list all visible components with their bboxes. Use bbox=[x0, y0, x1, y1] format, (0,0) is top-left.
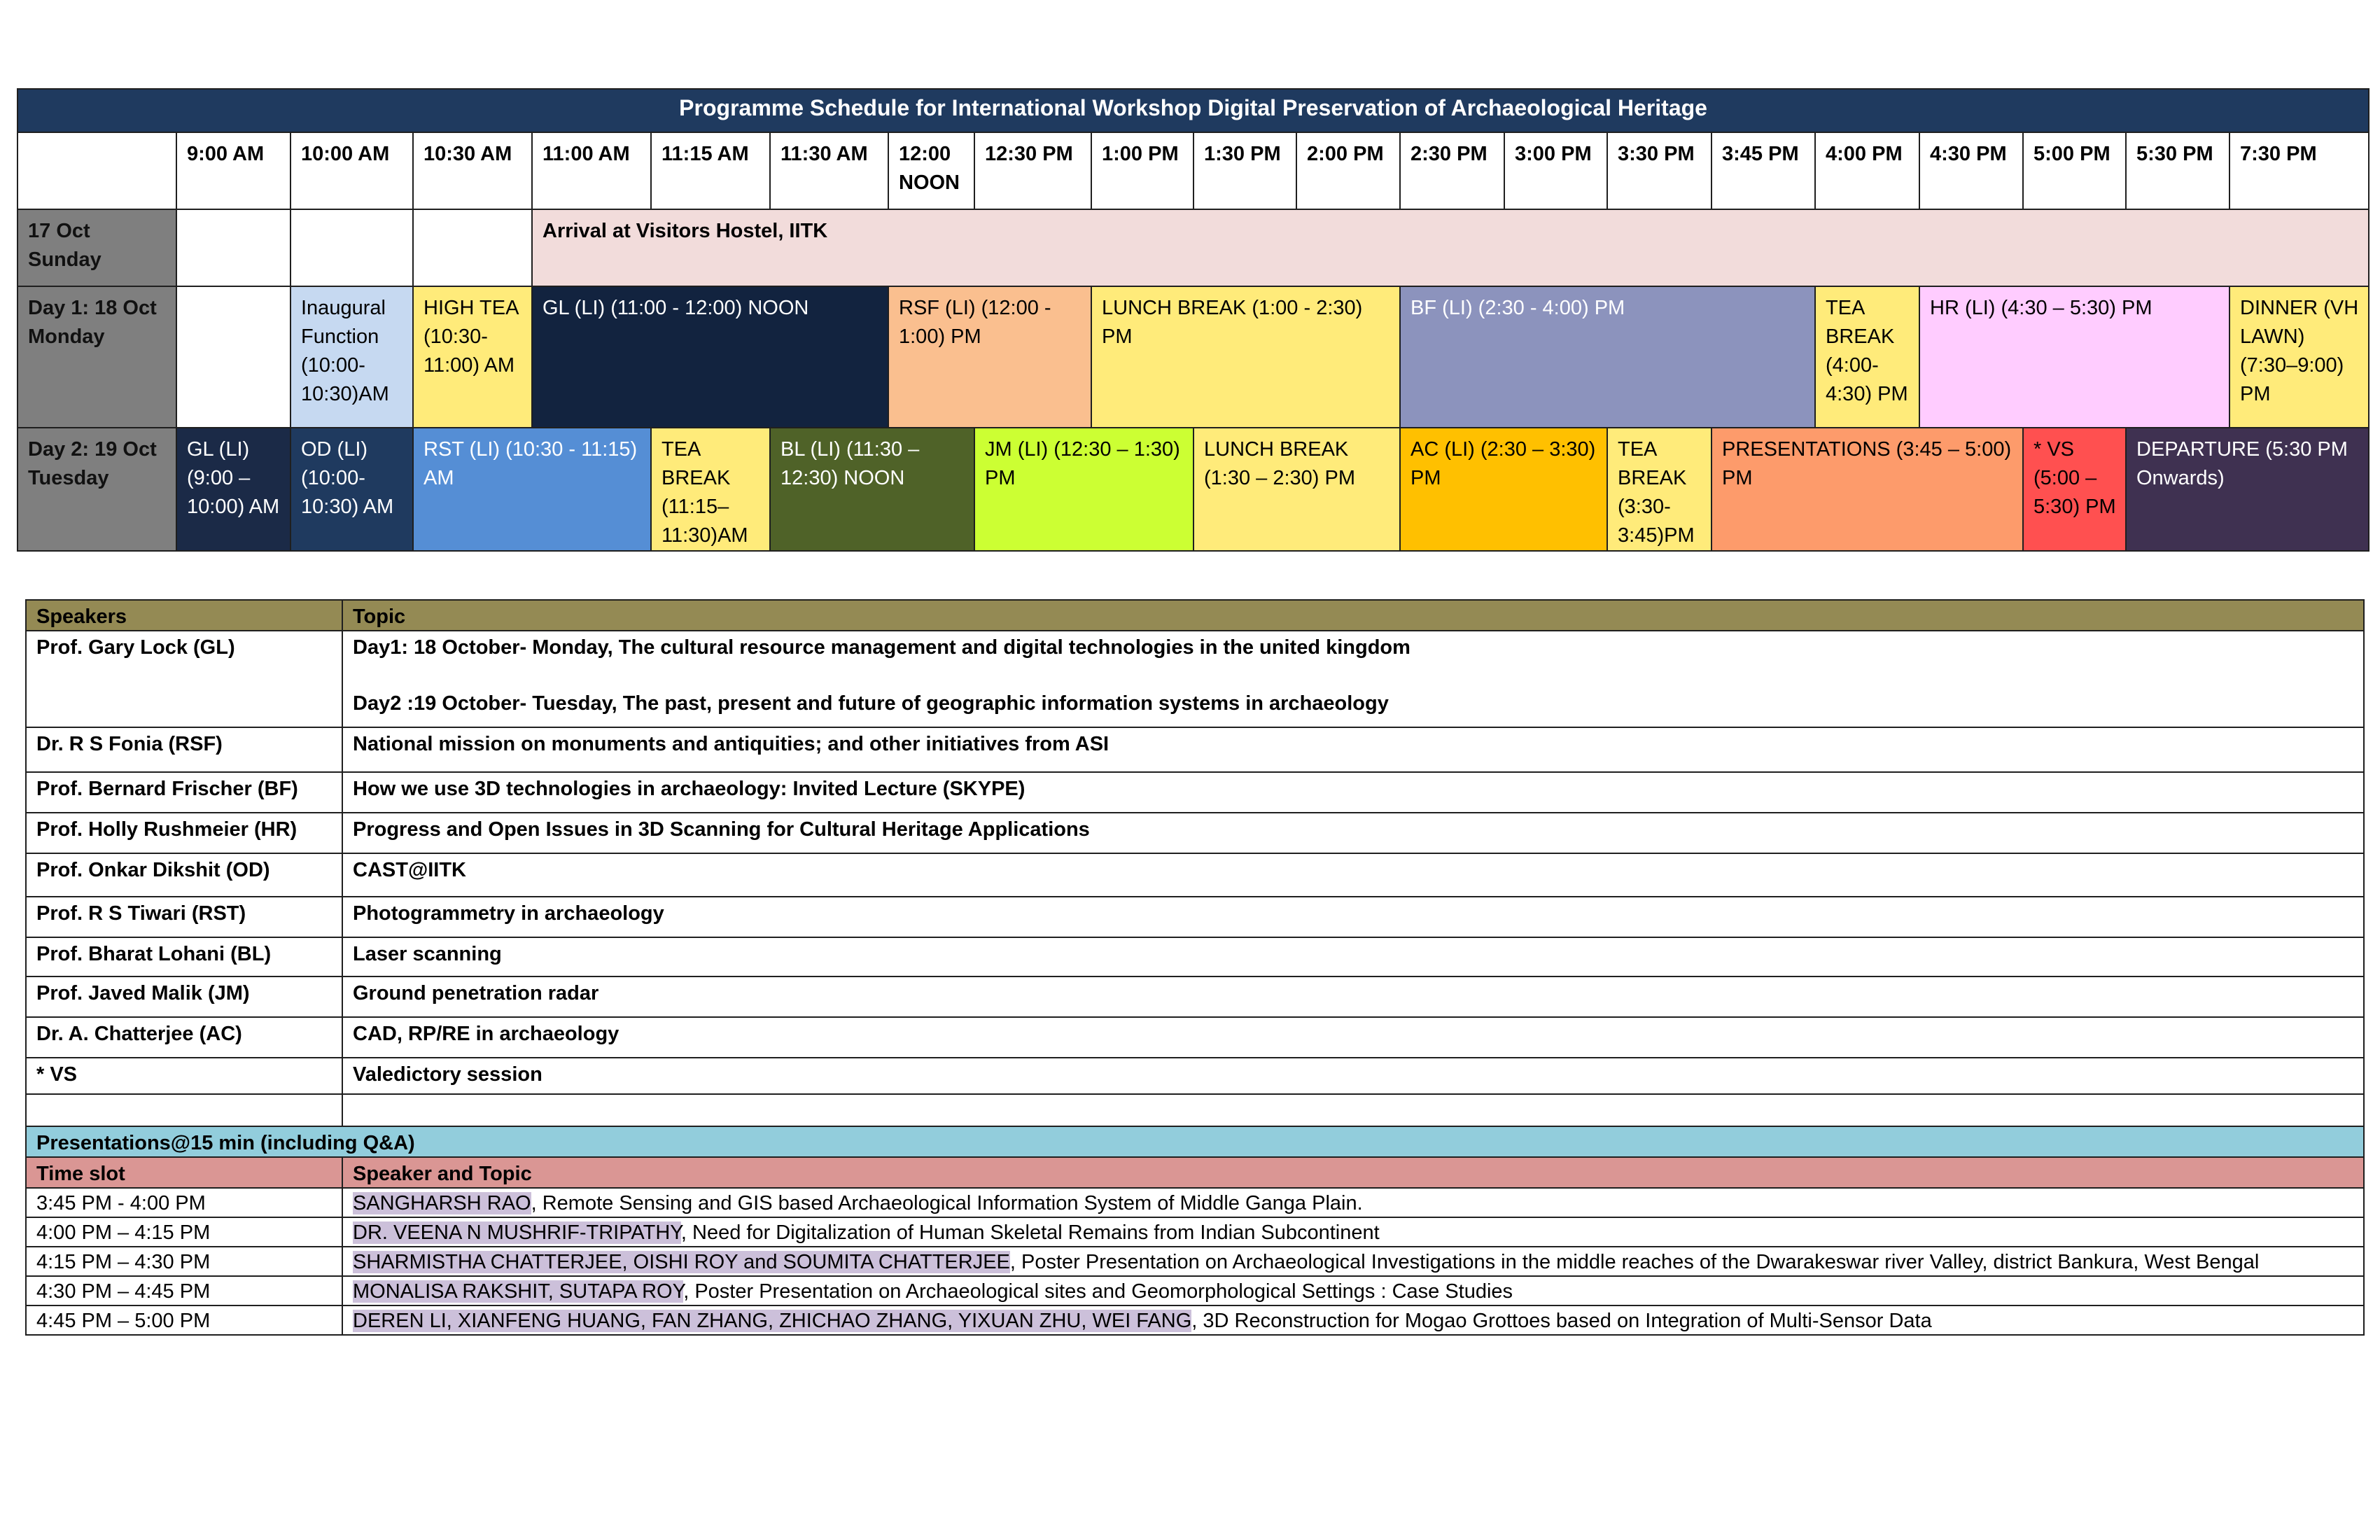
speaker-topic: CAST@IITK bbox=[342, 853, 2364, 897]
presentations-block: PRESENTATIONS (3:45 – 5:00) PM bbox=[1712, 428, 2023, 551]
column-header: Speakers bbox=[26, 600, 342, 631]
speaker-name: Prof. Holly Rushmeier (HR) bbox=[26, 813, 342, 853]
lunch-block: LUNCH BREAK (1:30 – 2:30) PM bbox=[1194, 428, 1400, 551]
time-header-row bbox=[18, 132, 2369, 209]
empty-cell bbox=[26, 1094, 342, 1126]
session-ac-block: AC (LI) (2:30 – 3:30) PM bbox=[1400, 428, 1607, 551]
time-slot: 4:00 PM – 4:15 PM bbox=[26, 1217, 342, 1247]
presenter-name: DEREN LI, XIANFENG HUANG, FAN ZHANG, ZHICHAO ZHANG, YIXUAN ZHU, WEI FANG bbox=[353, 1310, 1192, 1332]
speaker-row bbox=[26, 897, 2364, 937]
time-header: 4:00 PM bbox=[1815, 132, 1919, 209]
presentation-row bbox=[26, 1247, 2364, 1276]
time-header: 1:00 PM bbox=[1091, 132, 1194, 209]
column-header: Time slot bbox=[26, 1157, 342, 1188]
time-header: 11:15 AM bbox=[651, 132, 770, 209]
presenter-name: DR. VEENA N MUSHRIF-TRIPATHY bbox=[353, 1222, 681, 1244]
session-gl-block: GL (LI) (9:00 – 10:00) AM bbox=[176, 428, 290, 551]
empty-cell bbox=[176, 209, 290, 286]
speaker-name: Dr. R S Fonia (RSF) bbox=[26, 727, 342, 772]
schedule-title: Programme Schedule for International Workshop Digital Preservation of Archaeological Heritage bbox=[18, 89, 2369, 132]
valedictory-block: * VS (5:00 – 5:30) PM bbox=[2023, 428, 2126, 551]
presenter-name: SANGHARSH RAO bbox=[353, 1192, 531, 1214]
presentation-topic: , Need for Digitalization of Human Skeletal Remains from Indian Subcontinent bbox=[680, 1222, 1380, 1244]
speaker-topic: National mission on monuments and antiquities; and other initiatives from ASI bbox=[342, 727, 2364, 772]
speaker-topic: Valedictory session bbox=[342, 1058, 2364, 1094]
speaker-row bbox=[26, 853, 2364, 897]
session-bf-block: BF (LI) (2:30 - 4:00) PM bbox=[1400, 286, 1815, 428]
speaker-name: Prof. R S Tiwari (RST) bbox=[26, 897, 342, 937]
speaker-row bbox=[26, 976, 2364, 1017]
time-slot: 3:45 PM - 4:00 PM bbox=[26, 1188, 342, 1217]
speaker-topic: Progress and Open Issues in 3D Scanning for Cultural Heritage Applications bbox=[342, 813, 2364, 853]
day-label: Day 2: 19 Oct Tuesday bbox=[18, 428, 176, 551]
corner-cell bbox=[18, 132, 176, 209]
session-rst-block: RST (LI) (10:30 - 11:15) AM bbox=[413, 428, 651, 551]
session-rsf-block: RSF (LI) (12:00 - 1:00) PM bbox=[888, 286, 1091, 428]
arrival-block: Arrival at Visitors Hostel, IITK bbox=[532, 209, 2369, 286]
time-header: 3:30 PM bbox=[1607, 132, 1712, 209]
speaker-name: * VS bbox=[26, 1058, 342, 1094]
departure-block: DEPARTURE (5:30 PM Onwards) bbox=[2126, 428, 2369, 551]
speaker-row bbox=[26, 1017, 2364, 1058]
session-gl-block: GL (LI) (11:00 - 12:00) NOON bbox=[532, 286, 888, 428]
schedule-row-day1 bbox=[18, 286, 2369, 428]
time-header: 4:30 PM bbox=[1919, 132, 2023, 209]
presentation-row bbox=[26, 1306, 2364, 1335]
presentation-topic: , Remote Sensing and GIS based Archaeological Information System of Middle Ganga Plain. bbox=[531, 1192, 1363, 1214]
schedule-row-day2 bbox=[18, 428, 2369, 551]
session-jm-block: JM (LI) (12:30 – 1:30) PM bbox=[974, 428, 1194, 551]
time-header: 11:00 AM bbox=[532, 132, 651, 209]
tea-break-block: TEA BREAK (11:15–11:30)AM bbox=[651, 428, 770, 551]
speaker-row bbox=[26, 727, 2364, 772]
day-label: 17 Oct Sunday bbox=[18, 209, 176, 286]
presentation-cell bbox=[342, 1276, 2364, 1306]
speaker-topic: Day1: 18 October- Monday, The cultural resource management and digital technologies in the united kingdom bbox=[353, 636, 1410, 659]
time-header: 2:30 PM bbox=[1400, 132, 1504, 209]
presentation-cell bbox=[342, 1306, 2364, 1335]
empty-cell bbox=[290, 209, 413, 286]
presentation-row bbox=[26, 1276, 2364, 1306]
column-header: Topic bbox=[342, 600, 2364, 631]
schedule-table bbox=[17, 88, 2370, 552]
presenter-name: SHARMISTHA CHATTERJEE, OISHI ROY and SOUMITA CHATTERJEE bbox=[353, 1251, 1010, 1273]
session-bl-block: BL (LI) (11:30 – 12:30) NOON bbox=[770, 428, 974, 551]
speaker-name: Prof. Bernard Frischer (BF) bbox=[26, 772, 342, 813]
time-header: 5:00 PM bbox=[2023, 132, 2126, 209]
session-od-block: OD (LI) (10:00-10:30) AM bbox=[290, 428, 413, 551]
time-slot: 4:15 PM – 4:30 PM bbox=[26, 1247, 342, 1276]
speaker-name: Prof. Bharat Lohani (BL) bbox=[26, 937, 342, 976]
speaker-row bbox=[26, 937, 2364, 976]
presentation-topic: , Poster Presentation on Archaeological Investigations in the middle reaches of the Dwarakeswar river Valley, district Bankura, West Bengal bbox=[1009, 1251, 2260, 1273]
presentations-title: Presentations@15 min (including Q&A) bbox=[26, 1126, 2364, 1157]
time-slot: 4:45 PM – 5:00 PM bbox=[26, 1306, 342, 1335]
schedule-row-oct17 bbox=[18, 209, 2369, 286]
presentation-topic: , 3D Reconstruction for Mogao Grottoes based on Integration of Multi-Sensor Data bbox=[1191, 1310, 1932, 1332]
presentations-header-row bbox=[26, 1157, 2364, 1188]
empty-row bbox=[26, 1094, 2364, 1126]
speakers-table bbox=[25, 599, 2365, 1336]
time-header: 2:00 PM bbox=[1296, 132, 1400, 209]
dinner-block: DINNER (VH LAWN) (7:30–9:00) PM bbox=[2230, 286, 2369, 428]
time-header: 1:30 PM bbox=[1194, 132, 1296, 209]
time-header: 12:00 NOON bbox=[888, 132, 974, 209]
time-header: 10:00 AM bbox=[290, 132, 413, 209]
speaker-name: Prof. Onkar Dikshit (OD) bbox=[26, 853, 342, 897]
presentation-topic: , Poster Presentation on Archaeological sites and Geomorphological Settings : Case Studies bbox=[683, 1280, 1513, 1303]
empty-cell bbox=[342, 1094, 2364, 1126]
speaker-topic: Day2 :19 October- Tuesday, The past, present and future of geographic information systems in archaeology bbox=[353, 692, 1389, 715]
speaker-topic-cell bbox=[342, 631, 2364, 727]
empty-cell bbox=[176, 286, 290, 428]
speaker-name: Prof. Gary Lock (GL) bbox=[26, 631, 342, 727]
inaugural-block: Inaugural Function (10:00-10:30)AM bbox=[290, 286, 413, 428]
speaker-topic: Ground penetration radar bbox=[342, 976, 2364, 1017]
presentation-cell bbox=[342, 1188, 2364, 1217]
presenter-name: MONALISA RAKSHIT, SUTAPA ROY bbox=[353, 1280, 684, 1303]
time-header: 10:30 AM bbox=[413, 132, 532, 209]
time-slot: 4:30 PM – 4:45 PM bbox=[26, 1276, 342, 1306]
column-header: Speaker and Topic bbox=[342, 1157, 2364, 1188]
tea-break-block: TEA BREAK (3:30-3:45)PM bbox=[1607, 428, 1712, 551]
speakers-header-row bbox=[26, 600, 2364, 631]
speaker-topic: Laser scanning bbox=[342, 937, 2364, 976]
time-header: 9:00 AM bbox=[176, 132, 290, 209]
empty-cell bbox=[413, 209, 532, 286]
time-header: 11:30 AM bbox=[770, 132, 888, 209]
time-header: 5:30 PM bbox=[2126, 132, 2230, 209]
tea-break-block: TEA BREAK (4:00-4:30) PM bbox=[1815, 286, 1919, 428]
speaker-row bbox=[26, 1058, 2364, 1094]
presentation-row bbox=[26, 1217, 2364, 1247]
presentations-title-row bbox=[26, 1126, 2364, 1157]
presentation-row bbox=[26, 1188, 2364, 1217]
speaker-name: Dr. A. Chatterjee (AC) bbox=[26, 1017, 342, 1058]
day-label: Day 1: 18 Oct Monday bbox=[18, 286, 176, 428]
time-header: 7:30 PM bbox=[2230, 132, 2369, 209]
lunch-block: LUNCH BREAK (1:00 - 2:30) PM bbox=[1091, 286, 1400, 428]
speaker-topic: Photogrammetry in archaeology bbox=[342, 897, 2364, 937]
speaker-topic: How we use 3D technologies in archaeology: Invited Lecture (SKYPE) bbox=[342, 772, 2364, 813]
speaker-row bbox=[26, 772, 2364, 813]
time-header: 3:00 PM bbox=[1504, 132, 1607, 209]
speaker-row bbox=[26, 813, 2364, 853]
high-tea-block: HIGH TEA (10:30-11:00) AM bbox=[413, 286, 532, 428]
time-header: 3:45 PM bbox=[1712, 132, 1815, 209]
session-hr-block: HR (LI) (4:30 – 5:30) PM bbox=[1919, 286, 2230, 428]
time-header: 12:30 PM bbox=[974, 132, 1091, 209]
presentation-cell bbox=[342, 1247, 2364, 1276]
presentation-cell bbox=[342, 1217, 2364, 1247]
speaker-topic: CAD, RP/RE in archaeology bbox=[342, 1017, 2364, 1058]
speaker-name: Prof. Javed Malik (JM) bbox=[26, 976, 342, 1017]
speaker-row bbox=[26, 631, 2364, 727]
